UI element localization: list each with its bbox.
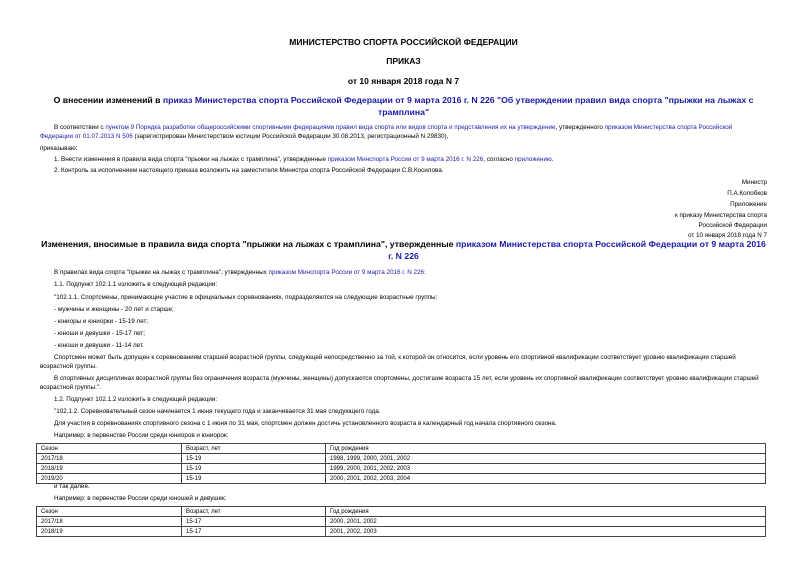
table-cell: 2000, 2001, 2002 (326, 517, 766, 527)
body-line-4: - юниоры и юниорки - 15-19 лет; (54, 318, 149, 325)
order-item-2: 2. Контроль за исполнением настоящего приказа возложить на заместителя Министра спорта Российской Федерации С.В.Косилова. (54, 167, 444, 174)
changes-title (40, 238, 767, 262)
body-intro-link[interactable]: приказом Минспорта России от 9 марта 2016 г. N 226 (268, 269, 425, 276)
signature-name: П.А.Колобков (727, 190, 767, 197)
preamble-order-word: приказываю: (40, 145, 78, 152)
item1-text-c: . (551, 156, 554, 163)
body-intro-a: В правилах вида спорта "прыжки на лыжах с трамплина", утвержденных (54, 269, 269, 276)
table-cell: 15-19 (182, 454, 326, 464)
table-cell: 1999, 2000, 2001, 2002, 2003 (326, 464, 766, 474)
table-cell: 2018/19 (37, 464, 182, 474)
table-juniors (36, 443, 766, 484)
table-header-cell: Возраст, лет (182, 444, 326, 454)
table-header-cell: Сезон (37, 444, 182, 454)
body-line-6: - юноши и девушки - 11-14 лет. (54, 342, 144, 349)
table-cell: 1998, 1999, 2000, 2001, 2002 (326, 454, 766, 464)
preamble-text-a: В соответствии с (54, 124, 106, 131)
body-line-12: Например: в первенстве России среди юниоров и юниорок: (54, 432, 229, 439)
table-cell: 15-17 (182, 527, 326, 537)
table-row (37, 454, 766, 464)
table-header-row (37, 507, 766, 517)
order-title-prefix: О внесении изменений в (53, 95, 163, 105)
preamble-text-b: , утвержденного (555, 124, 605, 131)
body-line-8: В спортивных дисциплинах возрастной группы без ограничения возраста (мужчины, женщины) допускаются спортсмены, достигшие возраста 15 лет, если уровень их спортивной квалификации соответствует уровню квалификации старшей возрастной группы.". (40, 375, 759, 391)
body-line-11: Для участия в соревнованиях спортивного сезона с 1 июня по 31 мая, спортсмен должен достичь установленного возраста в календарный год начала спортивного сезона. (54, 420, 557, 427)
item1-text-a: 1. Внести изменения в правила вида спорта "прыжки на лыжах с трамплина", утвержденные (54, 156, 328, 163)
order-item-1 (54, 156, 767, 165)
table-row (37, 474, 766, 484)
table-row (37, 527, 766, 537)
table-cell: 2018/19 (37, 527, 182, 537)
preamble-paragraph (40, 124, 767, 141)
appendix-to-order: к приказу Министерства спорта (675, 212, 767, 219)
body-line-14: Например: в первенстве России среди юношей и девушек: (54, 495, 227, 502)
table-header-cell: Возраст, лет (182, 507, 326, 517)
table-cell: 2017/18 (37, 517, 182, 527)
table-header-cell: Сезон (37, 507, 182, 517)
table-cell: 15-19 (182, 464, 326, 474)
table-cell: 15-19 (182, 474, 326, 484)
body-line-2: "102.1.1. Спортсмены, принимающие участие в официальных соревнованиях, подразделяются на следующие возрастные группы: (54, 294, 438, 301)
body-line-3: - мужчины и женщины - 20 лет и старше; (54, 306, 174, 313)
body-line-5: - юноши и девушки - 15-17 лет; (54, 330, 146, 337)
body-intro (54, 269, 767, 278)
body-line-9: 1.2. Подпункт 102.1.2 изложить в следующей редакции: (54, 396, 218, 403)
date-number-heading: от 10 января 2018 года N 7 (347, 76, 460, 86)
changes-title-link[interactable]: приказом Министерства спорта Российской Федерации от 9 марта 2016 г. N 226 (388, 239, 766, 261)
table-row (37, 517, 766, 527)
ministry-heading: МИНИСТЕРСТВО СПОРТА РОССИЙСКОЙ ФЕДЕРАЦИИ (289, 37, 518, 47)
table-youth (36, 506, 766, 537)
order-title (40, 94, 767, 118)
changes-title-prefix: Изменения, вносимые в правила вида спорта "прыжки на лыжах с трамплина", утвержденные (41, 239, 456, 249)
item1-text-b: , согласно (483, 156, 515, 163)
table-cell: 15-17 (182, 517, 326, 527)
table-row (37, 464, 766, 474)
table-cell: 2019/20 (37, 474, 182, 484)
preamble-link-procedure[interactable]: пунктом 9 Порядка разработки общероссийскими спортивными федерациями правил вида спорта или видов спорта и представления их на утверждение (105, 124, 556, 131)
doc-type-heading: ПРИКАЗ (386, 56, 421, 66)
table-cell: 2017/18 (37, 454, 182, 464)
item1-link-order226[interactable]: приказом Минспорта России от 9 марта 2016 г. N 226 (327, 156, 484, 163)
table-header-cell: Год рождения (326, 507, 766, 517)
table-header-row (37, 444, 766, 454)
appendix-label: Приложение (730, 201, 767, 208)
table-cell: 2001, 2002, 2003 (326, 527, 766, 537)
preamble-text-c: (зарегистрирован Министерством юстиции Российской Федерации 30.08.2013, регистрационный N 29830), (132, 132, 449, 140)
body-intro-b: : (424, 269, 426, 276)
preamble-link-order506[interactable]: приказом Министерства спорта Российской Федерации от 01.07.2013 N 506 (40, 124, 733, 140)
body-line-10: "102.1.2. Соревновательный сезон начинается 1 июня текущего года и заканчивается 31 мая следующего года. (54, 408, 381, 415)
order-title-link[interactable]: приказ Министерства спорта Российской Федерации от 9 марта 2016 г. N 226 "Об утверждении правил вида спорта "прыжки на лыжах с трамплина" (162, 95, 754, 117)
body-line-13: и так далее. (54, 483, 90, 490)
body-line-7: Спортсмен может быть допущен к соревнованиям старшей возрастной группы, следующей непосредственно за той, к которой он относится, если уровень его спортивной квалификации соответствует уровню квалификации старшей возрастной группы. (40, 354, 736, 370)
table-header-cell: Год рождения (326, 444, 766, 454)
appendix-federation: Российской Федерации (698, 222, 767, 229)
appendix-date: от 10 января 2018 года N 7 (687, 232, 767, 239)
table-cell: 2000, 2001, 2002, 2003, 2004 (326, 474, 766, 484)
body-line-1: 1.1. Подпункт 102.1.1 изложить в следующей редакции: (54, 281, 218, 288)
signature-position: Министр (741, 179, 767, 186)
item1-link-appendix[interactable]: приложению (514, 156, 552, 163)
